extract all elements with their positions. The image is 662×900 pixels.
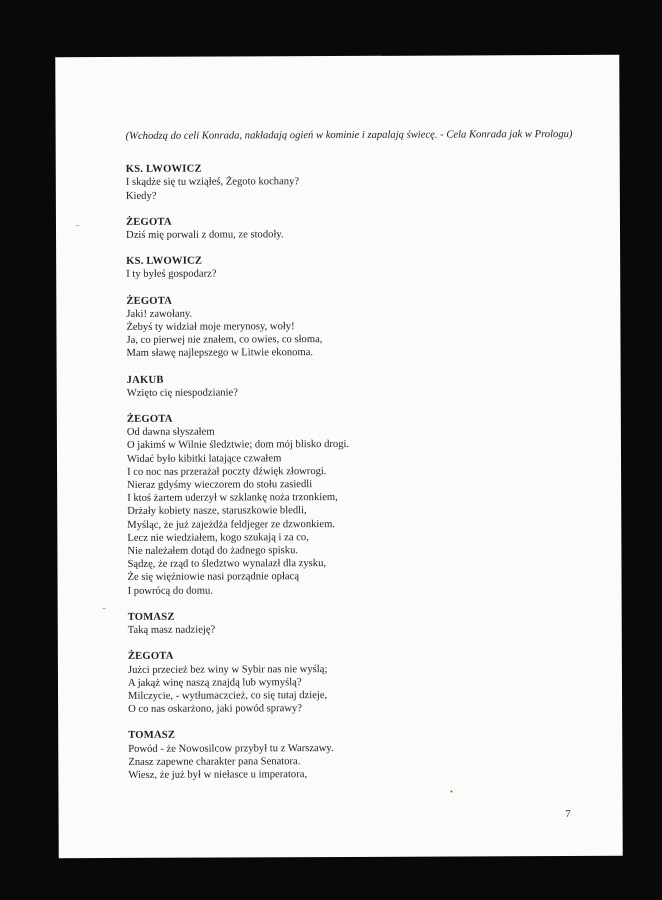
document-page — [55, 55, 622, 858]
dialogue-block — [126, 253, 586, 281]
verse-line: O co nas oskarżono, jaki powód sprawy? — [128, 703, 302, 716]
verse-line: I ty byłeś gospodarz? — [126, 268, 217, 281]
drama-text — [126, 128, 589, 795]
verse-line: Powód - że Nowosilcow przybył tu z Warszawy. — [128, 742, 334, 755]
verse-line: Że się więźniowie nasi porządnie opłacą — [127, 571, 300, 584]
verse-line: Znasz zapewne charakter pana Senatora. — [128, 755, 301, 768]
verse-line: Sądzę, że rząd to śledztwo wynalazł dla zysku, — [127, 558, 327, 571]
speaker-name: ŻEGOTA — [126, 413, 173, 425]
dialogue-block — [128, 609, 588, 637]
stage-direction: (Wchodzą do celi Konrada, nakładają ogień w kominie i zapalają świecę. - Cela Konrada jak w Prologu) — [125, 128, 573, 142]
verse-line: I ktoś żartem uderzył w szklankę noża trzonkiem, — [127, 492, 338, 505]
speaker-name: KS. LWOWICZ — [125, 163, 202, 176]
dialogue-block — [126, 161, 586, 203]
verse-line: I skądże się tu wziąłeś, Żegoto kochany? — [125, 176, 300, 189]
scan-mark — [76, 225, 79, 226]
verse-line: I co noc nas przerażał poczty dźwięk złowrogi. — [127, 465, 327, 478]
verse-line: I powrócą do domu. — [127, 585, 213, 597]
verse-line: Taką masz nadzieję? — [127, 624, 216, 637]
speaker-name: TOMASZ — [127, 611, 175, 623]
verse-line: Od dawna słyszałem — [126, 426, 215, 439]
red-speck — [450, 791, 452, 793]
verse-line: Nie należałem dotąd do żadnego spisku. — [127, 545, 299, 558]
speaker-name: TOMASZ — [128, 730, 176, 742]
verse-line: Jużci przecież bez winy w Sybir nas nie wyślą; — [127, 663, 328, 676]
speaker-name: ŻEGOTA — [127, 651, 174, 663]
verse-line: Jaki! zawołany. — [126, 308, 193, 320]
dialogue-block — [127, 372, 587, 400]
speaker-name: ŻEGOTA — [126, 295, 173, 307]
verse-line: Drżały kobiety nasze, staruszkowie bledli, — [127, 505, 307, 518]
verse-line: Mam sławę najlepszego w Litwie ekonoma. — [126, 347, 314, 360]
verse-line: O jakimś w Wilnie śledztwie; dom mój blisko drogi. — [126, 439, 350, 452]
dialogue-block — [128, 727, 588, 782]
dialogue — [126, 161, 589, 782]
verse-line: Wzięto cię niespodzianie? — [126, 387, 238, 399]
verse-line: Dziś mię porwali z domu, ze stodoły. — [126, 229, 284, 241]
page-number: 7 — [565, 808, 571, 821]
verse-line: Ja, co pierwej nie znałem, co owies, co słoma, — [126, 334, 323, 347]
speaker-name: ŻEGOTA — [125, 216, 172, 228]
speaker-name: KS. LWOWICZ — [126, 255, 203, 268]
dialogue-block — [126, 293, 586, 361]
verse-line: Żebyś ty widział moje merynosy, woły! — [126, 321, 295, 333]
verse-line: Milczycie, - wytłumaczcież, co się tutaj dzieje, — [128, 689, 328, 702]
verse-line: Nieraz gdyśmy wieczorem do stołu zasiedli — [127, 479, 313, 491]
verse-line: Wiesz, że już był w niełasce u imperatora, — [128, 769, 308, 781]
speaker-name: JAKUB — [126, 374, 164, 386]
dialogue-block — [126, 214, 586, 242]
verse-line: A jakąż winę naszą znajdą lub wymyślą? — [127, 676, 302, 689]
verse-line: Kiedy? — [125, 190, 157, 202]
verse-line: Widać było kibitki latające czwałem — [126, 452, 282, 465]
dialogue-block — [127, 411, 588, 598]
verse-line: Myśląc, że już zajeżdża feldjeger ze dzwonkiem. — [127, 518, 335, 531]
dialogue-block — [128, 648, 588, 716]
scan-mark — [103, 608, 106, 609]
verse-line: Lecz nie wiedziałem, kogo szukają i za co, — [127, 532, 309, 544]
